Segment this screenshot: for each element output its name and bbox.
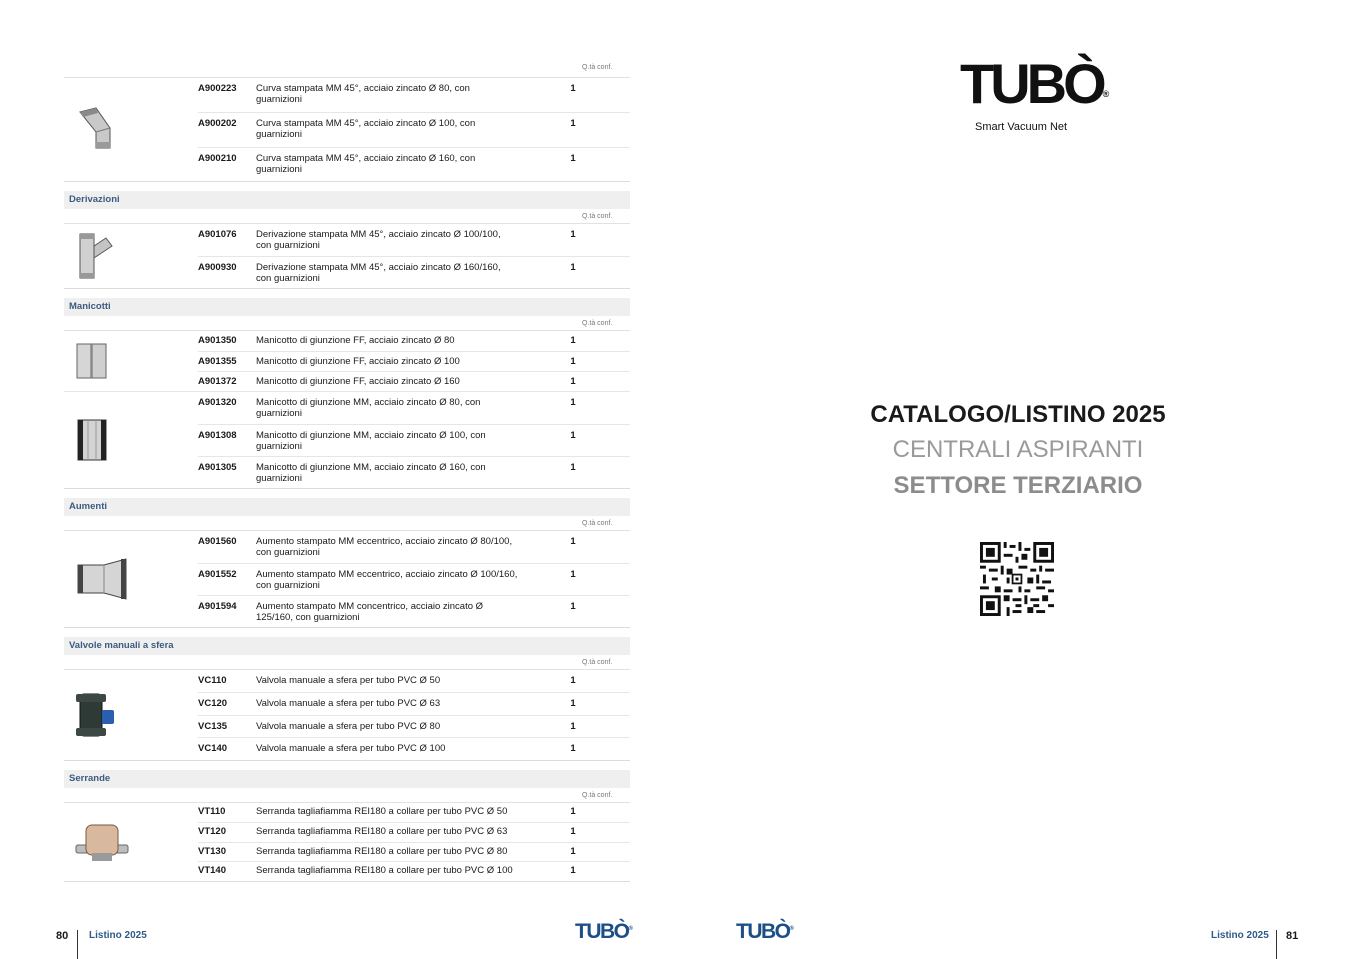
category-title: Valvole manuali a sfera bbox=[64, 637, 630, 655]
section-valvole bbox=[64, 637, 630, 761]
product-group bbox=[64, 531, 630, 628]
table-row: A901320 Manicotto di giunzione MM, acciaio zincato Ø 80, con guarnizioni 1 bbox=[198, 397, 576, 419]
table-row: A901350 Manicotto di giunzione FF, acciaio zincato Ø 80 1 bbox=[198, 335, 576, 346]
cover-titles bbox=[820, 398, 1216, 504]
price-list-page bbox=[64, 60, 630, 882]
footer-title-right: Listino 2025 bbox=[1211, 930, 1269, 941]
footer-divider-left bbox=[77, 930, 78, 959]
product-group bbox=[64, 224, 630, 289]
tubo-logo bbox=[960, 52, 1110, 133]
fire-damper-icon bbox=[64, 803, 198, 881]
ball-valve-icon bbox=[64, 670, 198, 760]
category-title: Manicotti bbox=[64, 298, 630, 316]
qty-column-header: Q.tà conf. bbox=[64, 788, 630, 803]
table-row: A901552 Aumento stampato MM eccentrico, acciaio zincato Ø 100/160, con guarnizioni 1 bbox=[198, 563, 630, 595]
table-row: VT110 Serranda tagliafiamma REI180 a collare per tubo PVC Ø 50 1 bbox=[198, 806, 576, 817]
qty-column-header: Q.tà conf. bbox=[64, 60, 630, 78]
product-group bbox=[64, 78, 630, 182]
table-row: VC135 Valvola manuale a sfera per tubo PVC Ø 80 1 bbox=[198, 715, 630, 737]
sleeve-ff-icon bbox=[64, 331, 198, 391]
table-row: VC140 Valvola manuale a sfera per tubo PVC Ø 100 1 bbox=[198, 737, 630, 760]
table-row: A900202 Curva stampata MM 45°, acciaio zincato Ø 100, con guarnizioni 1 bbox=[198, 112, 630, 147]
product-group bbox=[64, 331, 630, 392]
section-derivazioni bbox=[64, 191, 630, 289]
product-group bbox=[64, 392, 630, 489]
tubo-mini-logo-right: TUBÒ® bbox=[736, 920, 794, 943]
table-row: A901305 Manicotto di giunzione MM, acciaio zincato Ø 160, con guarnizioni 1 bbox=[198, 456, 630, 488]
table-row: A901372 Manicotto di giunzione FF, acciaio zincato Ø 160 1 bbox=[198, 371, 630, 391]
table-row: VC120 Valvola manuale a sfera per tubo PVC Ø 63 1 bbox=[198, 692, 630, 715]
category-title: Aumenti bbox=[64, 498, 630, 516]
section-aumenti bbox=[64, 498, 630, 628]
product-group bbox=[64, 670, 630, 761]
table-row: A900930 Derivazione stampata MM 45°, acciaio zincato Ø 160/160, con guarnizioni 1 bbox=[198, 256, 630, 288]
table-row: A900210 Curva stampata MM 45°, acciaio zincato Ø 160, con guarnizioni 1 bbox=[198, 147, 630, 181]
qty-column-header: Q.tà conf. bbox=[64, 655, 630, 670]
brand-wordmark: TUBÒ® bbox=[960, 52, 1110, 115]
table-row: VC110 Valvola manuale a sfera per tubo PVC Ø 50 1 bbox=[198, 675, 576, 686]
section-manicotti bbox=[64, 298, 630, 489]
qty-column-header: Q.tà conf. bbox=[64, 209, 630, 224]
elbow-pipe-icon bbox=[64, 78, 198, 181]
table-row: A901594 Aumento stampato MM concentrico, acciaio zincato Ø 125/160, con guarnizioni 1 bbox=[198, 595, 630, 627]
table-row: VT120 Serranda tagliafiamma REI180 a collare per tubo PVC Ø 63 1 bbox=[198, 822, 630, 842]
product-group bbox=[64, 803, 630, 882]
qty-column-header: Q.tà conf. bbox=[64, 316, 630, 331]
cover-title: CATALOGO/LISTINO 2025 bbox=[870, 401, 1166, 428]
table-row: A901355 Manicotto di giunzione FF, acciaio zincato Ø 100 1 bbox=[198, 351, 630, 371]
tubo-mini-logo-left: TUBÒ® bbox=[575, 920, 633, 943]
qty-column-header: Q.tà conf. bbox=[64, 516, 630, 531]
sleeve-mm-icon bbox=[64, 392, 198, 488]
qr-code[interactable] bbox=[980, 542, 1054, 616]
page-number-right: 81 bbox=[1286, 930, 1299, 942]
category-title: Serrande bbox=[64, 770, 630, 788]
table-row: A901076 Derivazione stampata MM 45°, acciaio zincato Ø 100/100, con guarnizioni 1 bbox=[198, 229, 576, 251]
section-curve bbox=[64, 60, 630, 182]
cover-subtitle-2: SETTORE TERZIARIO bbox=[893, 472, 1143, 499]
category-title: Derivazioni bbox=[64, 191, 630, 209]
footer-title-left: Listino 2025 bbox=[89, 930, 147, 941]
table-row: A901308 Manicotto di giunzione MM, acciaio zincato Ø 100, con guarnizioni 1 bbox=[198, 424, 630, 456]
table-row: A901560 Aumento stampato MM eccentrico, acciaio zincato Ø 80/100, con guarnizioni 1 bbox=[198, 536, 576, 558]
reducer-pipe-icon bbox=[64, 531, 198, 627]
cover-subtitle-1: CENTRALI ASPIRANTI bbox=[892, 436, 1144, 463]
table-row: A900223 Curva stampata MM 45°, acciaio zincato Ø 80, con guarnizioni 1 bbox=[198, 83, 576, 105]
table-row: VT140 Serranda tagliafiamma REI180 a collare per tubo PVC Ø 100 1 bbox=[198, 861, 630, 881]
footer-divider-right bbox=[1276, 930, 1277, 959]
section-serrande bbox=[64, 770, 630, 882]
y-branch-pipe-icon bbox=[64, 224, 198, 288]
brand-tagline: Smart Vacuum Net bbox=[975, 121, 1068, 133]
page-number-left: 80 bbox=[56, 930, 69, 942]
table-row: VT130 Serranda tagliafiamma REI180 a collare per tubo PVC Ø 80 1 bbox=[198, 842, 630, 861]
